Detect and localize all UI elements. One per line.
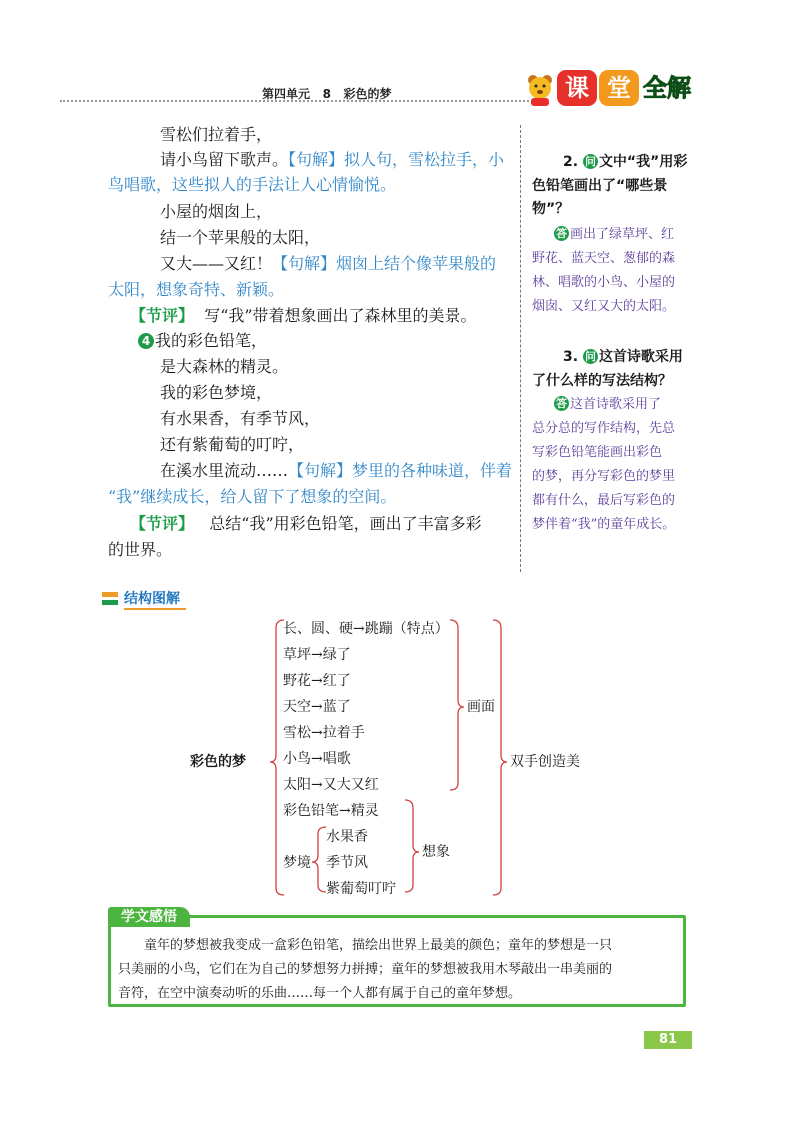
answer-3-line: 总分总的写作结构，先总 — [532, 421, 676, 436]
diagram-item: 野花→红了 — [283, 673, 351, 689]
diagram-item: 天空→蓝了 — [283, 699, 351, 715]
brand-char-2: 堂 — [599, 70, 639, 106]
brand-char-1: 课 — [557, 70, 597, 106]
answer-2-line: 林、唱歌的小鸟、小屋的 — [532, 275, 676, 290]
question-3: 3. 问 这首诗歌采用 — [563, 349, 683, 365]
diagram-conclusion: 双手创造美 — [510, 754, 580, 770]
diagram-item: 太阳→又大又红 — [283, 777, 379, 793]
reflection-title: 学文感悟 — [108, 907, 190, 927]
section-comment: 【节评】 总结“我”用彩色铅笔，画出了丰富多彩 — [130, 514, 482, 533]
poem-line: 又大——又红！【句解】烟囱上结个像苹果般的 — [160, 254, 497, 273]
answer-3-line: 的梦，再分写彩色的梦里 — [532, 469, 676, 484]
diagram-subitem: 水果香 — [326, 829, 368, 845]
diagram-subitem: 季节风 — [326, 855, 368, 871]
question-badge-icon: 问 — [584, 155, 596, 168]
question-2: 2. 问 文中“我”用彩 — [563, 154, 688, 170]
question-3-line: 了什么样的写法结构？ — [532, 373, 672, 389]
structure-heading: 结构图解 — [102, 590, 202, 610]
reflection-line: 只美丽的小鸟，它们在为自己的梦想努力拼搏；童年的梦想被我用木琴敲出一串美丽的 — [118, 962, 613, 977]
poem-line: 在溪水里流动……【句解】梦里的各种味道，伴着 — [160, 461, 513, 480]
reflection-line: 童年的梦想被我变成一盒彩色铅笔，描绘出世界上最美的颜色；童年的梦想是一只 — [144, 938, 613, 953]
section-comment-cont: 的世界。 — [108, 540, 173, 559]
page-number: 81 — [644, 1031, 692, 1049]
answer-2-line: 烟囱、又红又大的太阳。 — [532, 299, 676, 314]
diagram-item: 梦境 — [283, 855, 311, 871]
diagram-item: 草坪→绿了 — [283, 647, 351, 663]
stanza-number-badge: 4 — [138, 333, 154, 349]
diagram-item: 长、圆、硬→跳蹦（特点） — [283, 621, 449, 637]
poem-line: 小屋的烟囱上， — [160, 202, 273, 221]
answer-badge-icon: 答 — [556, 397, 567, 410]
answer-2: 答 画出了绿草坪、红 — [556, 227, 675, 242]
poem-line: 我的彩色梦境， — [160, 383, 273, 402]
answer-badge-icon: 答 — [556, 227, 567, 240]
diagram-subitem: 紫葡萄叮咛 — [326, 881, 396, 897]
diagram-group-label: 想象 — [422, 844, 450, 860]
diagram-root: 彩色的梦 — [190, 754, 246, 770]
poem-line: 结一个苹果般的太阳， — [160, 228, 321, 247]
question-2-line: 物”？ — [532, 201, 570, 217]
answer-3-line: 都有什么，最后写彩色的 — [532, 493, 676, 508]
question-badge-icon: 问 — [584, 350, 596, 363]
poem-line: 还有紫葡萄的叮咛， — [160, 435, 305, 454]
poem-note-line: 太阳，想象奇特、新颖。 — [108, 280, 285, 299]
diagram-item: 小鸟→唱歌 — [283, 751, 351, 767]
answer-3-line: 梦伴着“我”的童年成长。 — [532, 517, 676, 532]
diagram-item: 彩色铅笔→精灵 — [283, 803, 379, 819]
poem-line: 请小鸟留下歌声。【句解】拟人句，雪松拉手，小 — [160, 150, 505, 169]
brand-char-3: 全解 — [643, 74, 691, 102]
diagram-item: 雪松→拉着手 — [283, 725, 365, 741]
poem-line: 是大森林的精灵。 — [160, 357, 289, 376]
question-2-line: 色铅笔画出了“哪些景 — [532, 178, 668, 194]
section-comment: 【节评】 写“我”带着想象画出了森林里的美景。 — [130, 306, 477, 325]
diagram-group-label: 画面 — [467, 699, 495, 715]
poem-line: 4 我的彩色铅笔， — [138, 331, 267, 351]
answer-3-line: 写彩色铅笔能画出彩色 — [532, 445, 663, 460]
poem-line: 雪松们拉着手， — [160, 125, 273, 144]
answer-3: 答 这首诗歌采用了 — [556, 397, 662, 412]
header-title: 第四单元 8 彩色的梦 — [262, 87, 392, 101]
reflection-line: 音符，在空中演奏动听的乐曲……每一个人都有属于自己的童年梦想。 — [118, 986, 522, 1001]
poem-line: 有水果香，有季节风， — [160, 409, 321, 428]
answer-2-line: 野花、蓝天空、葱郁的森 — [532, 251, 676, 266]
poem-note-line: “我”继续成长，给人留下了想象的空间。 — [108, 487, 397, 506]
poem-note-line: 鸟唱歌，这些拟人的手法让人心情愉悦。 — [108, 175, 397, 194]
